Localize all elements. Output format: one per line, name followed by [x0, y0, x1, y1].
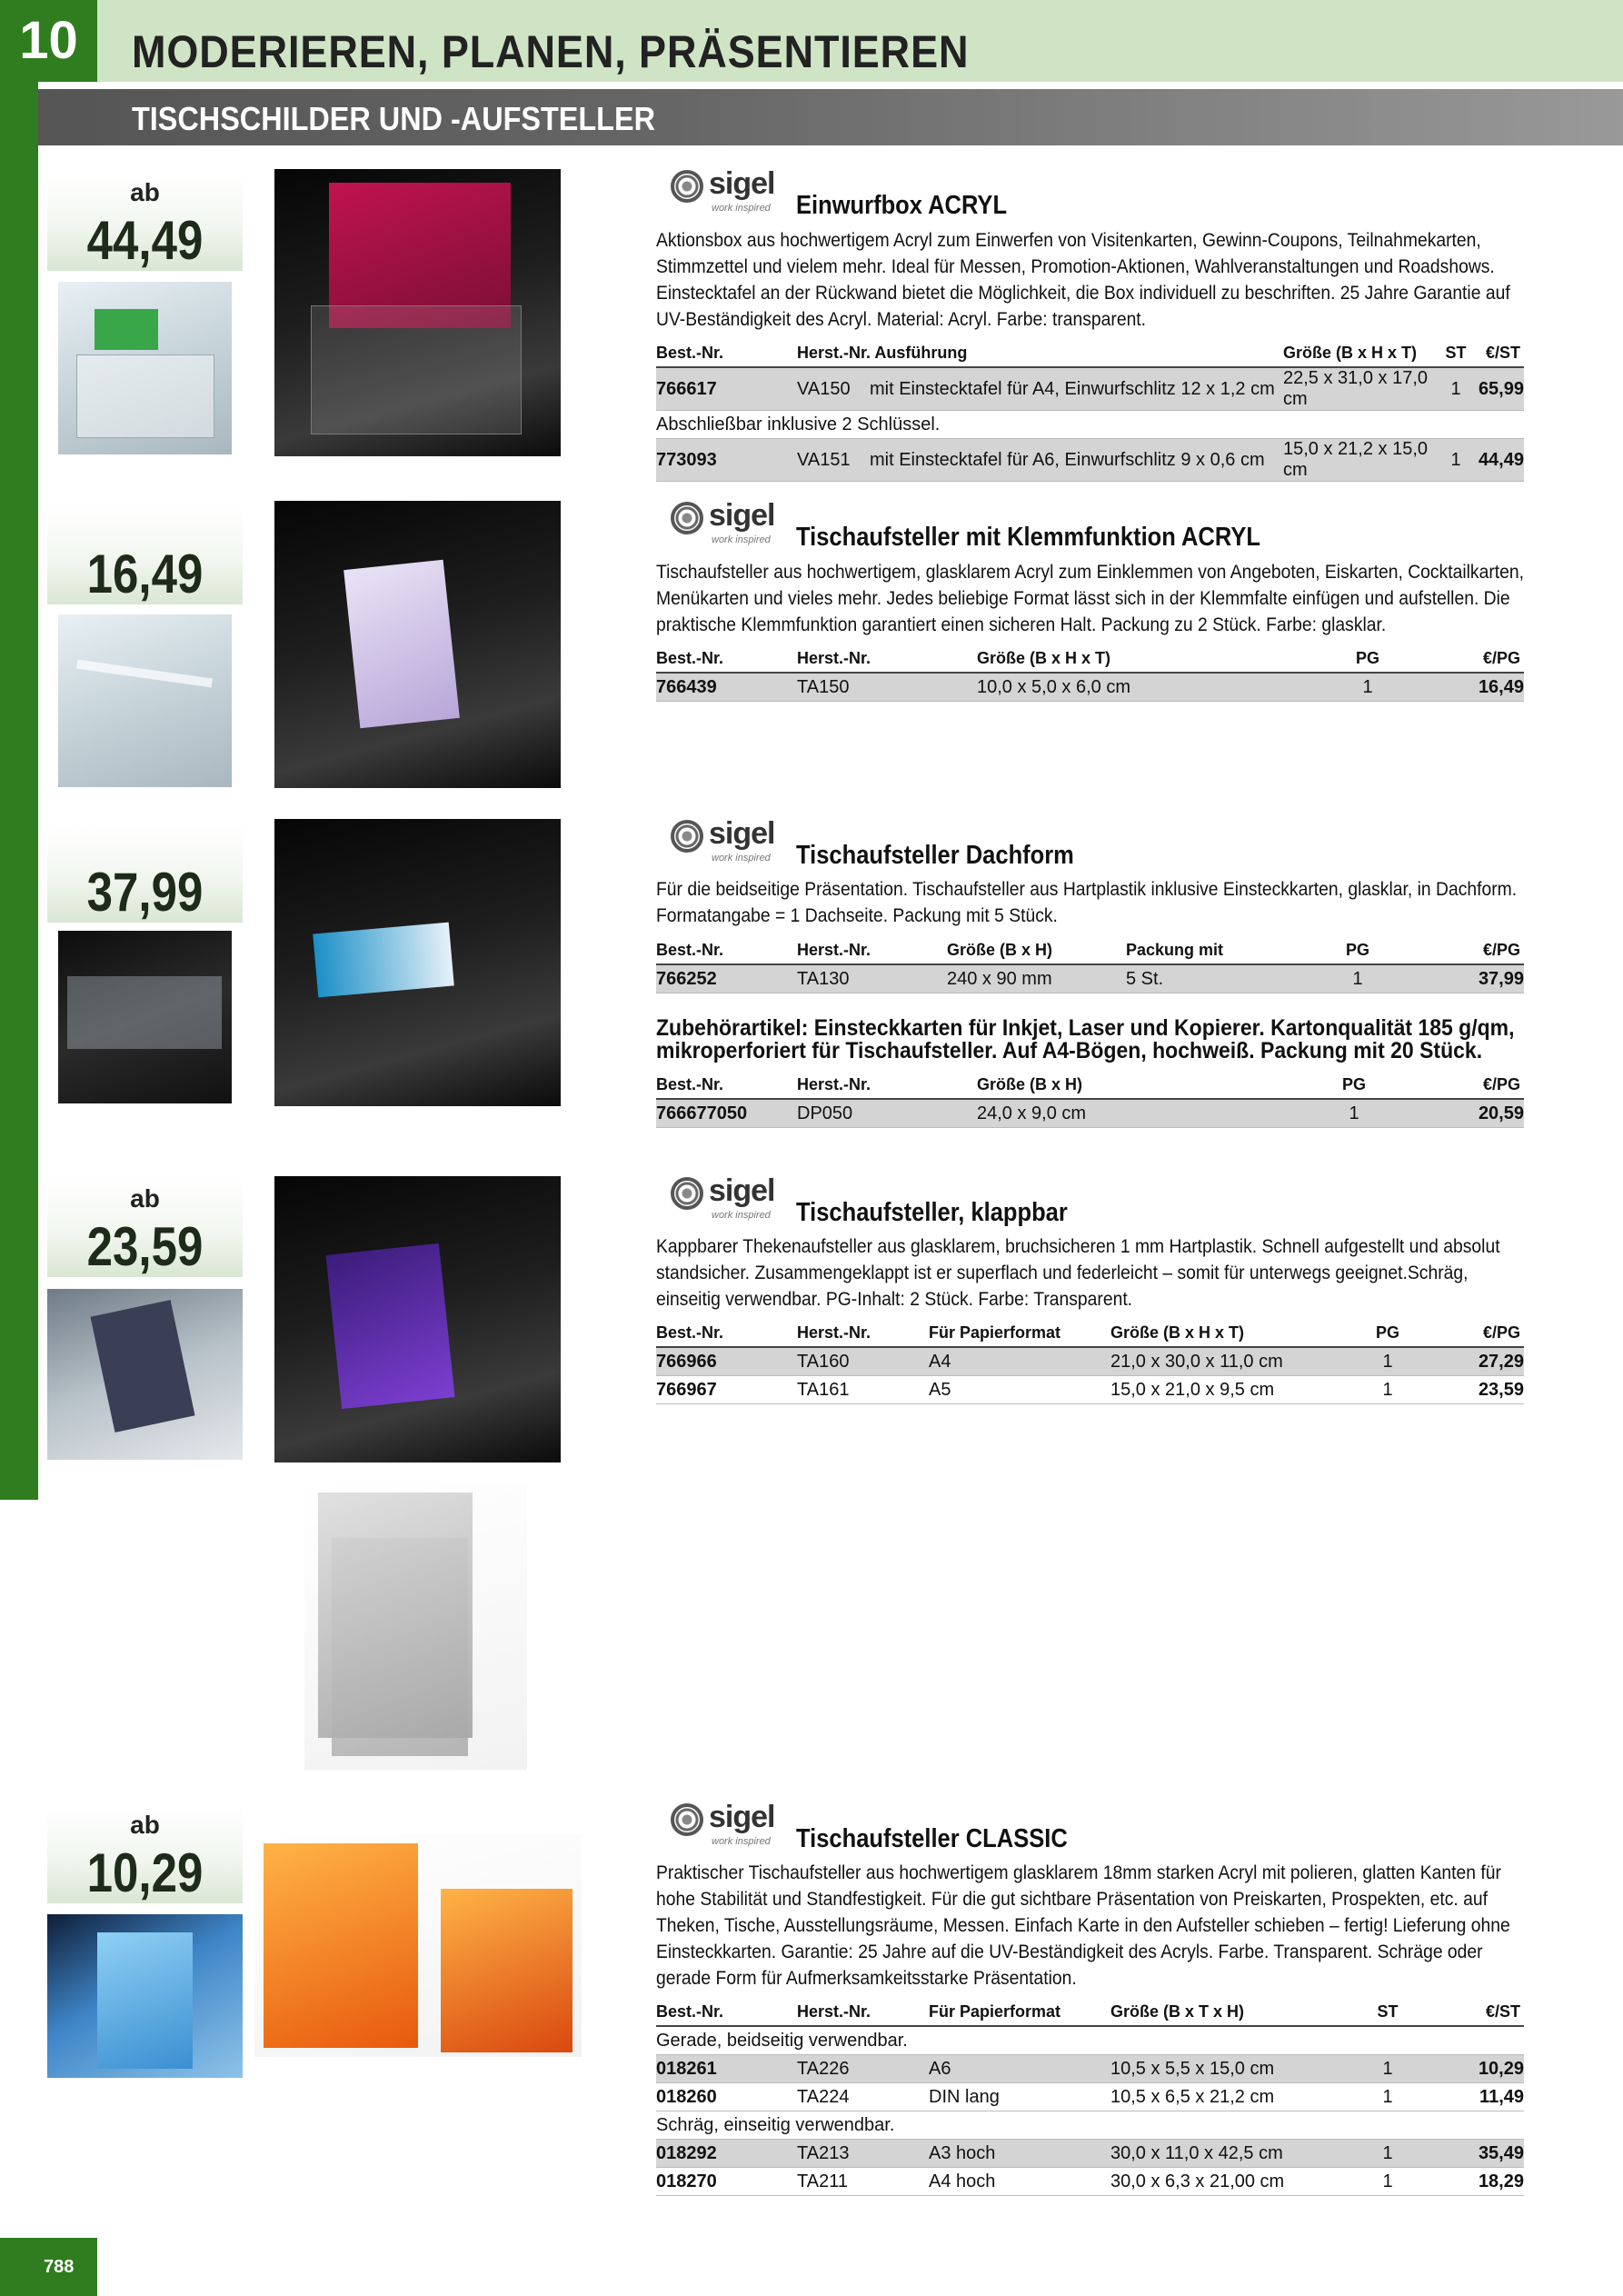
product-thumbnail: [47, 1914, 243, 2078]
brand-name: sigel: [709, 498, 775, 533]
quantity: 1: [1374, 2168, 1401, 2196]
column-header: Herst.-Nr.: [797, 1998, 929, 2026]
price: 35,49: [1401, 2140, 1524, 2168]
new-collection-card-image: [325, 1243, 454, 1409]
column-header: PG: [1335, 936, 1380, 964]
quantity: 1: [1442, 439, 1469, 482]
price-value: 44,49: [86, 210, 204, 271]
price-tag: [47, 1179, 243, 1277]
sigel-logo: [671, 816, 780, 871]
column-header: Packung mit: [1126, 936, 1335, 964]
product-table: [656, 936, 1524, 993]
group-label: Schräg, einseitig verwendbar.: [656, 2111, 1524, 2140]
quantity: 1: [1374, 2055, 1401, 2083]
brand-name: sigel: [709, 816, 775, 851]
order-number: 766439: [656, 673, 797, 702]
sigel-logo-icon: [671, 502, 703, 534]
quantity: 1: [1331, 1099, 1377, 1128]
product-title: Einwurfbox ACRYL: [796, 191, 1008, 220]
column-header: Größe (B x H x T): [1110, 1319, 1374, 1347]
column-header: Größe (B x T x H): [1110, 1998, 1374, 2026]
product-photo: [274, 501, 561, 788]
column-header: Größe (B x H): [977, 1071, 1331, 1099]
column-header: Herst.-Nr.: [797, 1071, 977, 1099]
brand-tagline: work inspired: [712, 1836, 771, 1847]
size: 24,0 x 9,0 cm: [977, 1099, 1331, 1128]
size: 10,5 x 5,5 x 15,0 cm: [1110, 2055, 1374, 2083]
paper-format: A6: [929, 2055, 1110, 2083]
brand-tagline: work inspired: [712, 1210, 771, 1221]
paper-format: A3 hoch: [929, 2140, 1110, 2168]
price-tag: [47, 506, 243, 604]
table-row: [656, 673, 1524, 702]
order-number: 766967: [656, 1376, 797, 1404]
quantity: 1: [1374, 1347, 1401, 1376]
price: 18,29: [1401, 2168, 1524, 2196]
column-header: Herst.-Nr. Ausführung: [797, 339, 1283, 367]
sigel-logo: [671, 166, 780, 221]
table-row: [656, 439, 1524, 482]
column-header: ST: [1442, 339, 1469, 367]
group-label-row: [656, 2026, 1524, 2055]
order-number: 018292: [656, 2140, 797, 2168]
size: 30,0 x 11,0 x 42,5 cm: [1110, 2140, 1374, 2168]
manufacturer-number: VA151: [797, 439, 870, 482]
order-number: 766617: [656, 367, 797, 411]
table-row: [656, 1347, 1524, 1376]
vernissage-card-image: [441, 1889, 573, 2052]
price: 16,49: [1390, 673, 1524, 702]
quantity: 1: [1374, 2140, 1401, 2168]
column-header: €/PG: [1401, 1319, 1524, 1347]
column-header: Für Papierformat: [929, 1998, 1110, 2026]
manufacturer-number: TA226: [797, 2055, 929, 2083]
column-header: €/PG: [1390, 644, 1524, 673]
table-row: [656, 2140, 1524, 2168]
manufacturer-number: VA150: [797, 367, 870, 411]
accessory-table: [656, 1071, 1524, 1128]
sigel-logo: [671, 498, 780, 553]
manufacturer-number: TA211: [797, 2168, 929, 2196]
product-description: Kappbarer Thekenaufsteller aus glasklarem, bruchsicheren 1 mm Hartplastik. Schnell aufgestellt und absolut standsicher. Zusammengeklappt ist er superflach und federleicht – somit für unterwegs geeignet.Schräg, einseitig verwendbar. PG-Inhalt: 2 Stück. Farbe: Transparent.: [656, 1236, 1500, 1310]
size: 10,5 x 6,5 x 21,2 cm: [1110, 2083, 1374, 2111]
brand-name: sigel: [709, 1800, 775, 1834]
table-row: [656, 2168, 1524, 2196]
column-header: ST: [1374, 1998, 1401, 2026]
product-title: Tischaufsteller Dachform: [796, 841, 1074, 870]
price: 37,99: [1380, 964, 1524, 993]
brand-name: sigel: [709, 166, 775, 201]
product-title: Tischaufsteller CLASSIC: [796, 1824, 1068, 1853]
chapter-number: 10: [0, 0, 97, 82]
column-header: Best.-Nr.: [656, 1998, 797, 2026]
manufacturer-number: TA224: [797, 2083, 929, 2111]
column-header: Größe (B x H): [947, 936, 1126, 964]
quantity: 1: [1345, 673, 1390, 702]
product-table: [656, 1319, 1524, 1404]
sigel-logo-icon: [671, 1177, 703, 1210]
manufacturer-number: TA150: [797, 673, 977, 702]
roof-stand-image: [67, 976, 222, 1049]
size: 15,0 x 21,0 x 9,5 cm: [1110, 1376, 1374, 1404]
size: 240 x 90 mm: [947, 964, 1126, 993]
product-thumbnail: [47, 1289, 243, 1460]
table-row: [656, 1376, 1524, 1404]
price: 10,29: [1401, 2055, 1524, 2083]
manufacturer-number: TA161: [797, 1376, 929, 1404]
product-thumbnail: [58, 282, 232, 454]
acrylic-stand-front-image: [332, 1538, 468, 1756]
price-value: 37,99: [86, 862, 204, 923]
acrylic-box-image: [311, 305, 522, 434]
column-header: Best.-Nr.: [656, 936, 797, 964]
price: 44,49: [1469, 439, 1524, 482]
manufacturer-number: TA130: [797, 964, 947, 993]
product-table: [656, 644, 1524, 702]
order-number: 018261: [656, 2055, 797, 2083]
brand-tagline: work inspired: [712, 853, 771, 863]
price: 20,59: [1377, 1099, 1524, 1128]
pack-size: 5 St.: [1126, 964, 1335, 993]
manufacturer-number: TA160: [797, 1347, 929, 1376]
variant: mit Einstecktafel für A6, Einwurfschlitz 9 x 0,6 cm: [870, 439, 1283, 482]
product-description: Für die beidseitige Präsentation. Tischaufsteller aus Hartplastik inklusive Einsteckkarten, glasklar, in Dachform. Formatangabe = 1 Dachseite. Packung mit 5 Stück.: [656, 879, 1518, 926]
page-title: MODERIEREN, PLANEN, PRÄSENTIEREN: [132, 26, 970, 77]
price: 23,59: [1401, 1376, 1524, 1404]
size: 21,0 x 30,0 x 11,0 cm: [1110, 1347, 1374, 1376]
price-tag: [47, 824, 243, 923]
price: 11,49: [1401, 2083, 1524, 2111]
product-photo: [274, 819, 561, 1106]
business-card-image: [313, 923, 454, 998]
price: 65,99: [1469, 367, 1524, 411]
sigel-logo: [671, 1800, 780, 1854]
column-header: PG: [1345, 644, 1390, 673]
paper-format: DIN lang: [929, 2083, 1110, 2111]
quantity: 1: [1374, 1376, 1401, 1404]
table-row: [656, 2055, 1524, 2083]
column-header: Herst.-Nr.: [797, 644, 977, 673]
size: 10,0 x 5,0 x 6,0 cm: [977, 673, 1345, 702]
column-header: Best.-Nr.: [656, 1319, 797, 1347]
column-header: €/ST: [1401, 1998, 1524, 2026]
table-note-row: [656, 411, 1524, 439]
menu-card-image: [344, 560, 460, 729]
table-row: [656, 964, 1524, 993]
group-label: Gerade, beidseitig verwendbar.: [656, 2026, 1524, 2055]
sigel-logo-icon: [671, 170, 703, 203]
order-number: 766677050: [656, 1099, 797, 1128]
section-title: TISCHSCHILDER UND -AUFSTELLER: [132, 100, 655, 137]
column-header: Für Papierformat: [929, 1319, 1110, 1347]
column-header: €/ST: [1469, 339, 1524, 367]
accessory-text: Zubehörartikel: Einsteckkarten für Inkjet, Laser und Kopierer. Kartonqualität 185 g/qm, mikroperforiert für Tischaufsteller. Auf A4-Bögen, hochweiß. Packung mit 20 Stück.: [656, 1015, 1515, 1063]
price-value: 10,29: [86, 1842, 204, 1903]
table-row: [656, 367, 1524, 411]
folding-stand-image: [90, 1300, 194, 1433]
brand-tagline: work inspired: [712, 534, 771, 545]
product-description: Tischaufsteller aus hochwertigem, glasklarem Acryl zum Einklemmen von Angeboten, Eiskarten, Cocktailkarten, Menükarten und vieles mehr. Jedes beliebige Format lässt sich in der Klemmfalte einfügen und aufstellen. Die praktische Klemmfunktion garantiert einen sicheren Halt. Packung zu 2 Stück. Farbe: glasklar.: [656, 562, 1524, 635]
product-photo: [274, 1176, 561, 1462]
product-table: [656, 339, 1524, 482]
page-number: 788: [0, 2238, 97, 2296]
paper-format: A4: [929, 1347, 1110, 1376]
group-label-row: [656, 2111, 1524, 2140]
price-prefix: ab: [130, 1184, 160, 1213]
acrylic-box-image: [76, 354, 214, 438]
price-tag: [47, 1805, 243, 1903]
column-header: Best.-Nr.: [656, 644, 797, 673]
column-header: Best.-Nr.: [656, 1071, 797, 1099]
column-header: €/PG: [1377, 1071, 1524, 1099]
table-row: [656, 1099, 1524, 1128]
product-thumbnail: [58, 614, 232, 787]
variant: mit Einstecktafel für A4, Einwurfschlitz 12 x 1,2 cm: [870, 367, 1283, 411]
table-note: Abschließbar inklusive 2 Schlüssel.: [656, 411, 1524, 439]
manufacturer-number: DP050: [797, 1099, 977, 1128]
column-header: Herst.-Nr.: [797, 1319, 929, 1347]
price-prefix: ab: [130, 178, 160, 206]
price-tag: [47, 173, 243, 271]
column-header: PG: [1331, 1071, 1377, 1099]
price-prefix: ab: [130, 1811, 160, 1839]
column-header: Herst.-Nr.: [797, 936, 947, 964]
vernissage-card-image: [264, 1843, 418, 2048]
acrylic-clamp-image: [76, 660, 213, 688]
sigel-logo-icon: [671, 1803, 703, 1836]
quantity: 1: [1335, 964, 1380, 993]
table-row: [656, 2083, 1524, 2111]
sigel-logo-icon: [671, 820, 703, 853]
order-number: 766966: [656, 1347, 797, 1376]
order-number: 018260: [656, 2083, 797, 2111]
product-photo: [254, 1834, 582, 2057]
column-header: Größe (B x H x T): [977, 644, 1345, 673]
product-thumbnail: [58, 931, 232, 1103]
product-photo: [274, 169, 561, 456]
product-description: Aktionsbox aus hochwertigem Acryl zum Einwerfen von Visitenkarten, Gewinn-Coupons, Teilnahmekarten, Stimmzettel und vielem mehr. Ideal für Messen, Promotion-Aktionen, Wahlveranstaltungen und Roadshows. Einstecktafel an der Rückwand bietet die Möglichkeit, die Box individuell zu beschriften. 25 Jahre Garantie auf UV-Beständigkeit des Acryl. Material: Acryl. Farbe: transparent.: [656, 230, 1510, 330]
order-number: 018270: [656, 2168, 797, 2196]
column-header: Best.-Nr.: [656, 339, 797, 367]
vitus-card-image: [97, 1932, 193, 2069]
column-header: PG: [1374, 1319, 1401, 1347]
size: 15,0 x 21,2 x 15,0 cm: [1283, 439, 1442, 482]
price-value: 16,49: [86, 544, 204, 604]
product-table: [656, 1998, 1524, 2196]
product-photo: [304, 1483, 527, 1770]
size: 30,0 x 6,3 x 21,00 cm: [1110, 2168, 1374, 2196]
green-card-image: [95, 309, 158, 350]
brand-name: sigel: [709, 1173, 775, 1208]
product-title: Tischaufsteller mit Klemmfunktion ACRYL: [796, 523, 1260, 552]
order-number: 773093: [656, 439, 797, 482]
quantity: 1: [1374, 2083, 1401, 2111]
sigel-logo: [671, 1173, 780, 1228]
column-header: €/PG: [1380, 936, 1524, 964]
chapter-side-strip: [0, 82, 38, 1500]
paper-format: A4 hoch: [929, 2168, 1110, 2196]
manufacturer-number: TA213: [797, 2140, 929, 2168]
paper-format: A5: [929, 1376, 1110, 1404]
product-title: Tischaufsteller, klappbar: [796, 1198, 1068, 1227]
column-header: Größe (B x H x T): [1283, 339, 1442, 367]
price-value: 23,59: [86, 1216, 204, 1277]
price: 27,29: [1401, 1347, 1524, 1376]
product-description: Praktischer Tischaufsteller aus hochwertigem glasklarem 18mm starken Acryl mit polieren, glatten Kanten für hohe Stabilität und Standfestigkeit. Für die gut sichtbare Präsentation von Preiskarten, Prospekten, etc. auf Theken, Tische, Ausstellungsräume, Messen. Einfach Karte in den Aufsteller schieben – fertig! Lieferung ohne Einsteckkarten. Garantie: 25 Jahre auf die UV-Beständigkeit des Acryls. Farbe. Transparent. Schräge oder gerade Form für Aufmerksamkeitsstarke Präsentation.: [656, 1862, 1510, 1989]
quantity: 1: [1442, 367, 1469, 411]
brand-tagline: work inspired: [712, 203, 771, 214]
order-number: 766252: [656, 964, 797, 993]
size: 22,5 x 31,0 x 17,0 cm: [1283, 367, 1442, 411]
